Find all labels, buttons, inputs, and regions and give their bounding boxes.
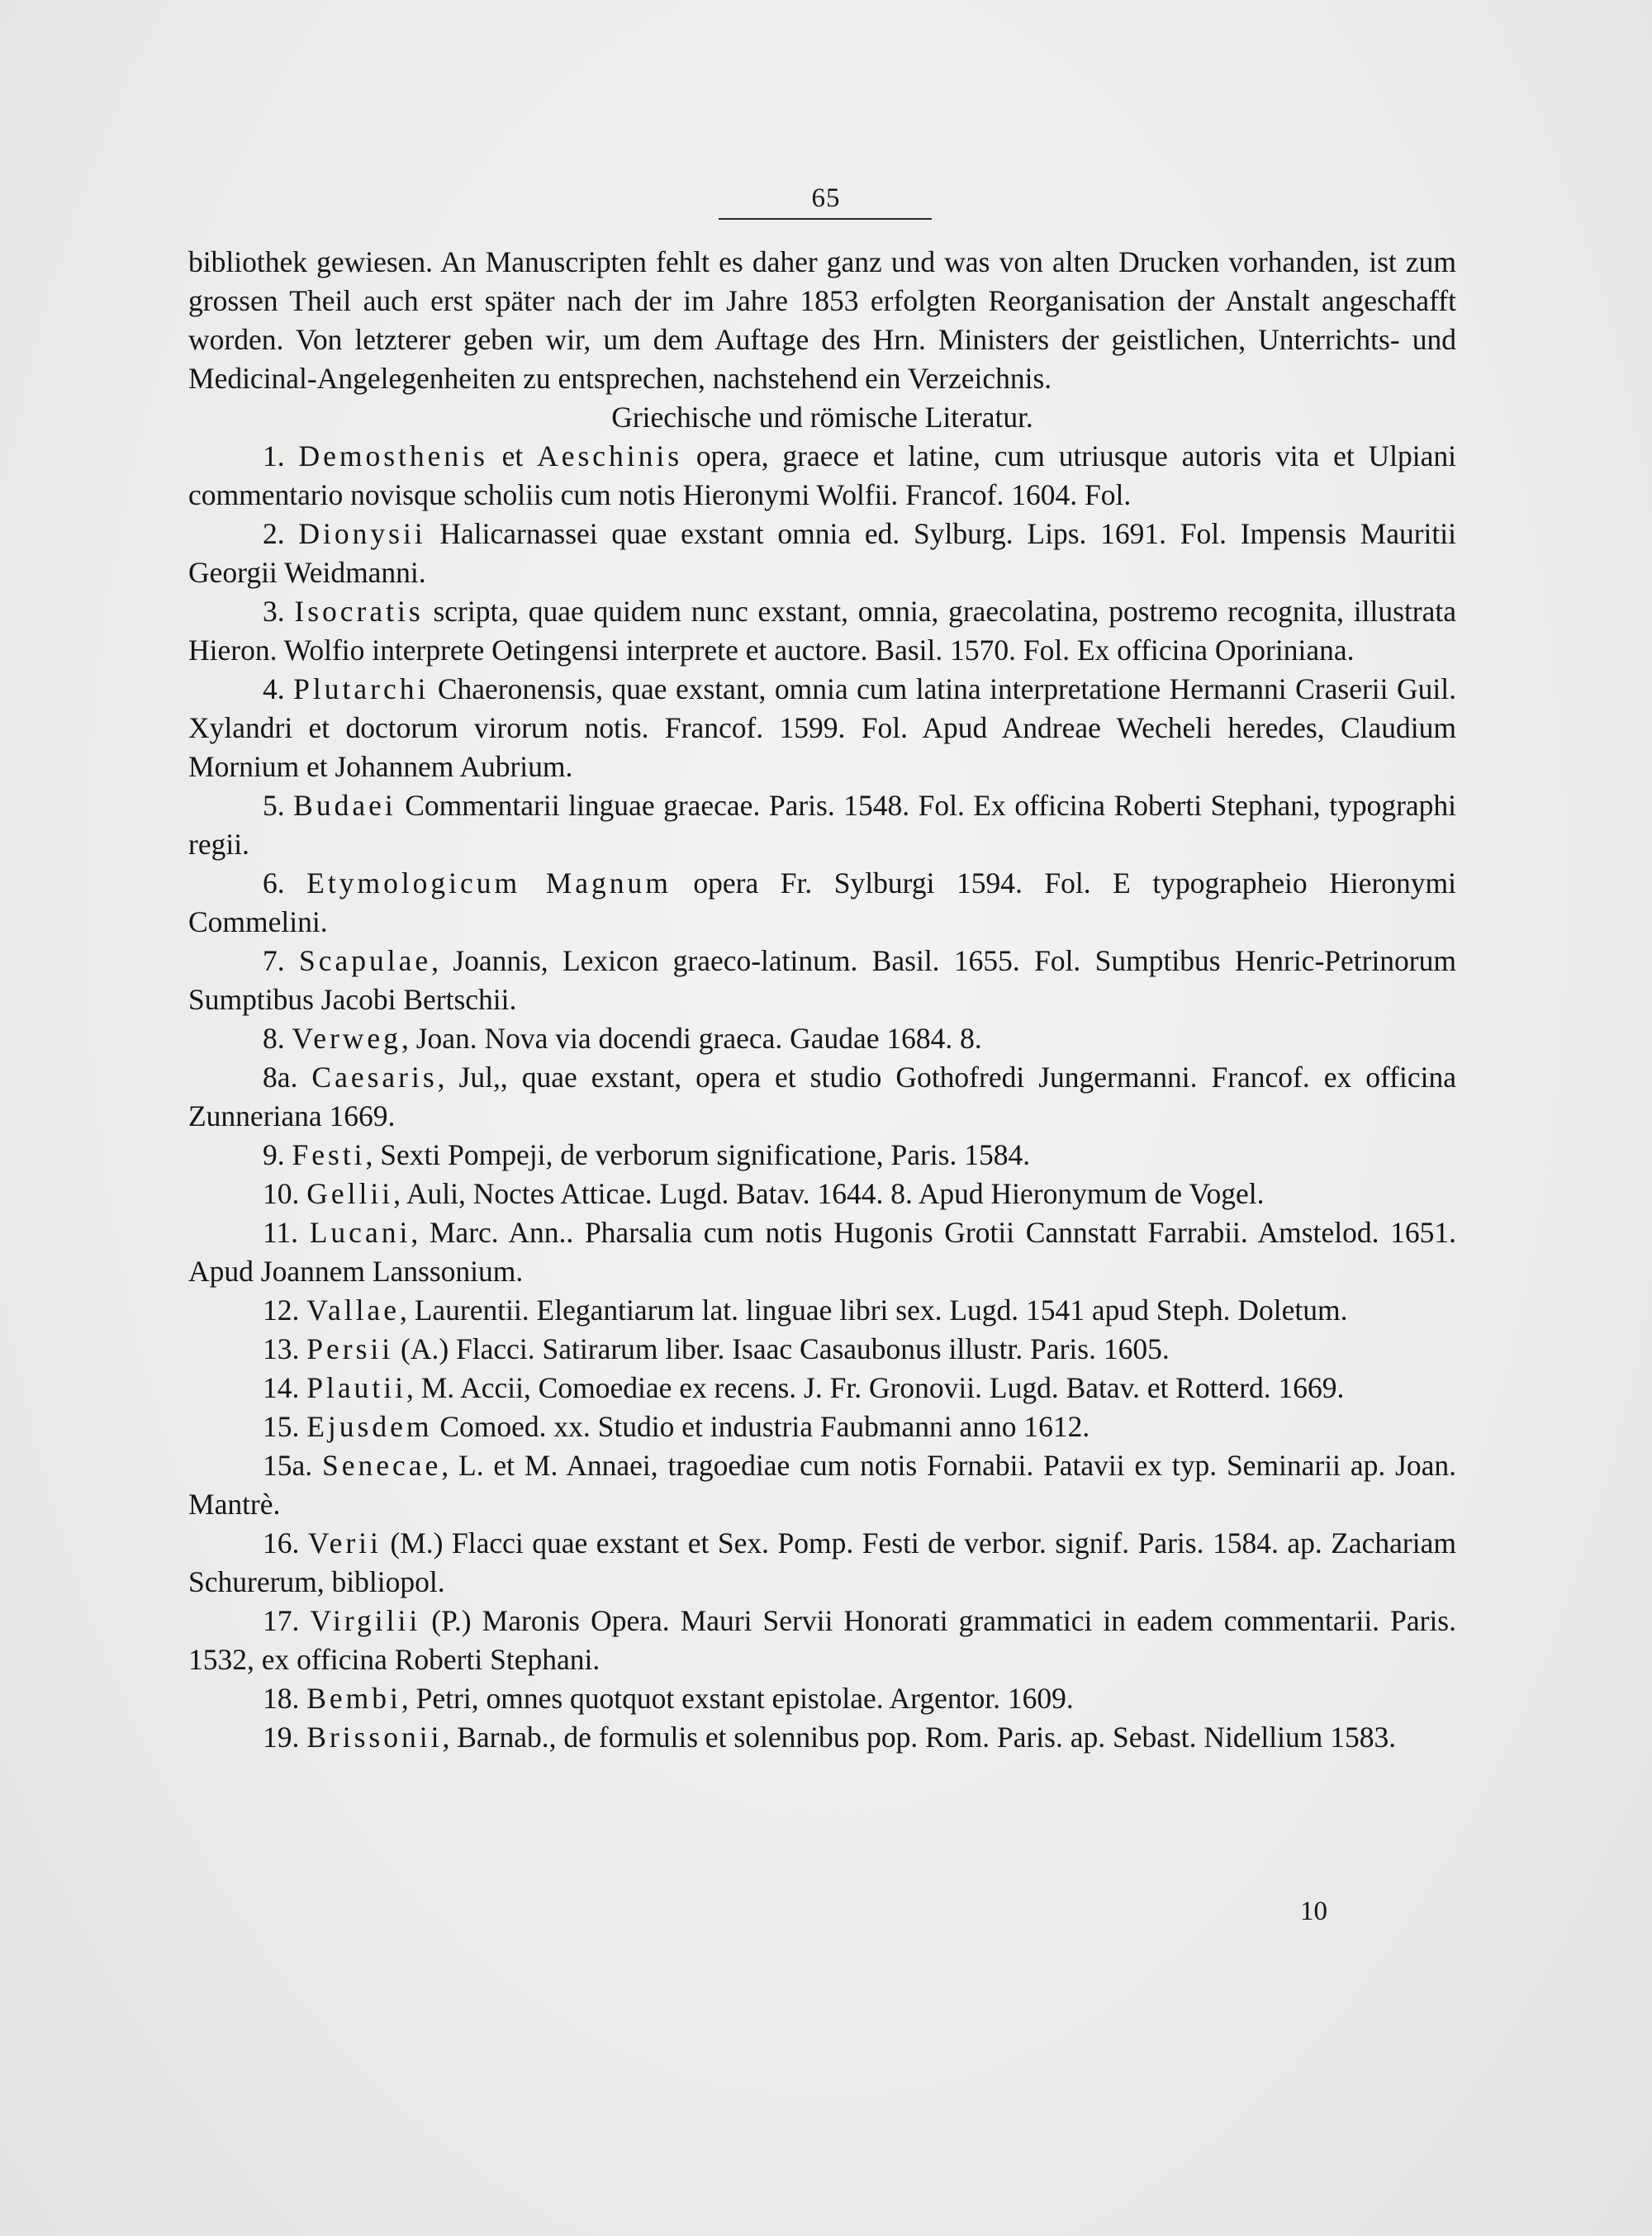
bibliography-entry (188, 1136, 1456, 1175)
entry-author: Persii (306, 1332, 394, 1365)
entry-number: 12. (263, 1294, 307, 1327)
entry-author: Ejusdem (306, 1410, 433, 1443)
entry-text: , Barnab., de formulis et solennibus pop. Rom. Paris. ap. Sebast. Nidellium 1583. (442, 1721, 1397, 1754)
entry-text: (M.) Flacci quae exstant et Sex. Pomp. Festi de verbor. signif. Paris. 1584. ap. Zachariam Schurerum, bibliopol. (188, 1526, 1456, 1598)
entry-text: et (487, 439, 538, 472)
entry-author: Virgilii (310, 1604, 421, 1637)
bibliography-entry (188, 1679, 1456, 1718)
entry-author: Bembi (306, 1682, 401, 1715)
entry-author: Festi (292, 1138, 366, 1171)
entry-author: Brissonii (306, 1721, 443, 1754)
entry-number: 1. (263, 439, 299, 472)
entry-number: 6. (263, 866, 307, 900)
bibliography-entry (188, 864, 1456, 942)
entry-text: , Laurentii. Elegantiarum lat. linguae libri sex. Lugd. 1541 apud Steph. Doletum. (399, 1294, 1348, 1327)
entry-text: , Auli, Noctes Atticae. Lugd. Batav. 1644. 8. Apud Hieronymum de Vogel. (393, 1177, 1265, 1210)
entry-text: (P.) Maronis Opera. Mauri Servii Honorati grammatici in eadem commentarii. Paris. 1532, ex officina Roberti Stephani. (188, 1604, 1457, 1676)
entry-text: , Marc. Ann.. Pharsalia cum notis Hugonis Grotii Cannstatt Farrabii. Amstelod. 1651. Apud Joannem Lanssonium. (188, 1216, 1456, 1288)
intro-paragraph: bibliothek gewiesen. An Manuscripten fehlt es daher ganz und was von alten Drucken vorhanden, ist zum grossen Theil auch erst später nach der im Jahre 1853 erfolgten Reorganisation der Anstalt angeschafft worden. Von letzterer geben wir, um dem Auftage des Hrn. Ministers der geistlichen, Unterrichts- und Medicinal-Angelegenheiten zu entsprechen, nachstehend ein Verzeichnis. (188, 245, 1456, 395)
bibliography-entry (188, 1019, 1456, 1058)
entry-author: Caesaris (311, 1061, 438, 1094)
body-text (188, 243, 1456, 1757)
entry-author: Budaei (293, 789, 396, 822)
entry-number: 16. (263, 1526, 308, 1560)
entry-number: 8a. (263, 1061, 312, 1094)
entry-number: 10. (263, 1177, 307, 1210)
entry-author: Scapulae (298, 944, 432, 977)
bibliography-entry (188, 1330, 1456, 1369)
entry-number: 19. (263, 1721, 307, 1754)
entry-author: Lucani (309, 1216, 411, 1249)
entry-list (188, 437, 1456, 1757)
entry-number: 18. (263, 1682, 307, 1715)
bibliography-entry (188, 1602, 1456, 1679)
bibliography-entry (188, 942, 1456, 1019)
entry-text: , Sexti Pompeji, de verborum significatione, Paris. 1584. (365, 1138, 1031, 1171)
entry-number: 3. (263, 595, 295, 628)
entry-number: 11. (263, 1216, 310, 1249)
entry-number: 13. (263, 1332, 307, 1365)
entry-number: 7. (263, 944, 299, 977)
bibliography-entry (188, 1446, 1456, 1524)
entry-author: Vallae (306, 1294, 400, 1327)
bibliography-entry (188, 786, 1456, 864)
entry-text: , Joannis, Lexicon graeco-latinum. Basil. 1655. Fol. Sumptibus Henric-Petrinorum Sumptibus Jacobi Bertschii. (188, 944, 1456, 1016)
entry-number: 2. (263, 517, 299, 550)
entry-number: 9. (263, 1138, 292, 1171)
signature-mark: 10 (1300, 1897, 1327, 1926)
entry-text: , Jul,, quae exstant, opera et studio Gothofredi Jungermanni. Francof. ex officina Zunneriana 1669. (188, 1061, 1456, 1132)
bibliography-entry (188, 1213, 1456, 1291)
entry-number: 14. (263, 1371, 307, 1404)
bibliography-entry (188, 1369, 1456, 1408)
entry-text: , M. Accii, Comoediae ex recens. J. Fr. Gronovii. Lugd. Batav. et Rotterd. 1669. (406, 1371, 1345, 1404)
bibliography-entry (188, 1291, 1456, 1330)
entry-text: scripta, quae quidem nunc exstant, omnia, graecolatina, postremo recognita, illustrata Hieron. Wolfio interprete Oetingensi interprete et auctore. Basil. 1570. Fol. Ex officina Oporiniana. (188, 595, 1457, 667)
bibliography-entry (188, 592, 1456, 670)
entry-number: 5. (263, 789, 294, 822)
entry-number: 15a. (263, 1449, 322, 1482)
entry-author: Plautii (306, 1371, 406, 1404)
entry-text: Comoed. xx. Studio et industria Faubmanni anno 1612. (432, 1410, 1090, 1443)
entry-author: Etymologicum Magnum (306, 866, 672, 900)
entry-number: 17. (263, 1604, 311, 1637)
header-rule (719, 218, 932, 220)
entry-text: Chaeronensis, quae exstant, omnia cum latina interpretatione Hermanni Craserii Guil. Xylandri et doctorum virorum notis. Francof. 1599. Fol. Apud Andreae Wecheli heredes, Claudium Mornium et Johannem Aubrium. (188, 672, 1456, 783)
section-heading: Griechische und römische Literatur. (611, 401, 1033, 434)
entry-text: Halicarnassei quae exstant omnia ed. Sylburg. Lips. 1691. Fol. Impensis Mauritii Georgii Weidmanni. (188, 517, 1457, 589)
entry-author: Aeschinis (537, 439, 683, 472)
page-number: 65 (811, 183, 841, 213)
entry-author: Dionysii (298, 517, 426, 550)
entry-author: Verweg (292, 1022, 401, 1055)
bibliography-entry (188, 437, 1456, 515)
bibliography-entry (188, 670, 1456, 786)
bibliography-entry (188, 1058, 1456, 1136)
entry-text: , Joan. Nova via docendi graeca. Gaudae 1684. 8. (401, 1022, 982, 1055)
bibliography-entry (188, 515, 1456, 592)
entry-text: opera Fr. Sylburgi 1594. Fol. E typographeio Hieronymi Commelini. (188, 866, 1457, 938)
entry-text: opera, graece et latine, cum utriusque autoris vita et Ulpiani commentario novisque scholiis cum notis Hieronymi Wolfii. Francof. 1604. Fol. (188, 439, 1457, 511)
entry-text: , L. et M. Annaei, tragoediae cum notis Fornabii. Patavii ex typ. Seminarii ap. Joan. Mantrè. (188, 1449, 1457, 1521)
entry-text: (A.) Flacci. Satirarum liber. Isaac Casaubonus illustr. Paris. 1605. (393, 1332, 1170, 1365)
bibliography-entry (188, 1718, 1456, 1757)
entry-number: 8. (263, 1022, 292, 1055)
bibliography-entry (188, 1408, 1456, 1446)
entry-number: 15. (263, 1410, 307, 1443)
entry-author: Senecae (322, 1449, 442, 1482)
entry-text: , Petri, omnes quotquot exstant epistolae. Argentor. 1609. (401, 1682, 1074, 1715)
entry-text: Commentarii linguae graecae. Paris. 1548. Fol. Ex officina Roberti Stephani, typographi regii. (188, 789, 1457, 861)
entry-author: Gellii (306, 1177, 394, 1210)
entry-number: 4. (263, 672, 294, 705)
entry-author: Isocratis (294, 595, 424, 628)
bibliography-entry (188, 1524, 1456, 1602)
entry-author: Demosthenis (298, 439, 488, 472)
entry-author: Plutarchi (293, 672, 430, 705)
bibliography-entry (188, 1175, 1456, 1213)
entry-author: Verii (307, 1526, 382, 1560)
